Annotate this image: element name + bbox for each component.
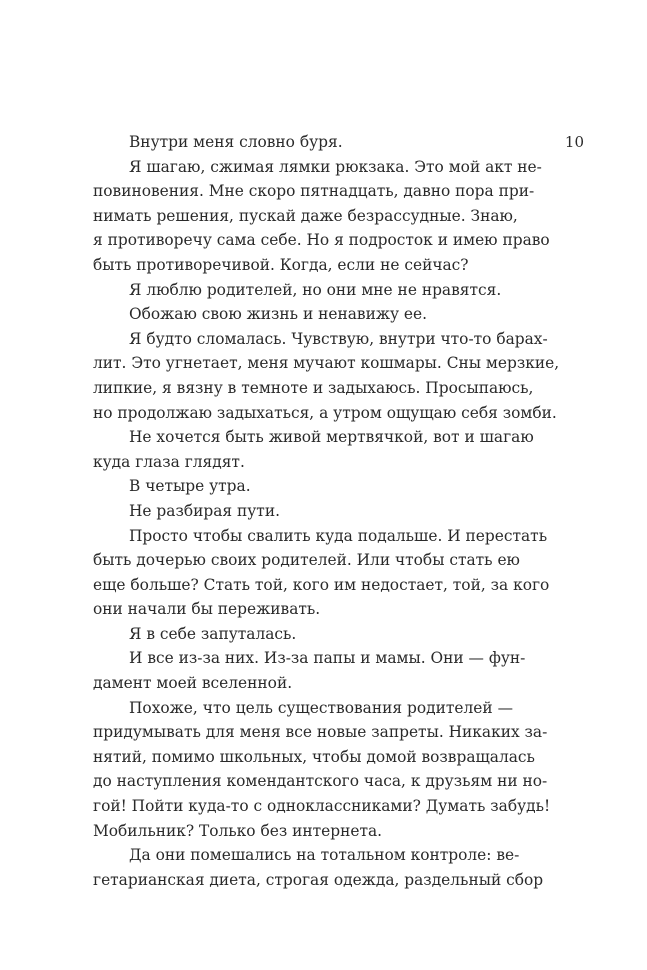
paragraph — [93, 474, 513, 499]
paragraph — [93, 646, 526, 695]
page-number: 10 — [564, 133, 584, 151]
text-line: гетарианская диета, строгая одежда, раздельный сбор — [93, 870, 544, 889]
text-line: до наступления комендантского часа, к друзьям ни но- — [93, 772, 548, 791]
text-line: Не хочется быть живой мертвячкой, вот и шагаю — [129, 428, 534, 447]
text-line: дамент моей вселенной. — [93, 674, 293, 693]
text-line: И все из-за них. Из-за папы и мамы. Они — фун- — [129, 649, 526, 668]
body-text — [93, 130, 560, 892]
text-line: Не разбирая пути. — [129, 501, 280, 520]
text-line: быть дочерью своих родителей. Или чтобы стать ею — [93, 551, 520, 570]
text-line: Внутри меня словно буря. — [129, 133, 343, 151]
text-line: Мобильник? Только без интернета. — [93, 821, 383, 840]
text-line: Похоже, что цель существования родителей — — [129, 698, 513, 717]
text-line: Я люблю родителей, но они мне не нравятся. — [129, 280, 502, 299]
text-line: Обожаю свою жизнь и ненавижу ее. — [129, 305, 428, 324]
text-line: нимать решения, пускай даже безрассудные. Знаю, — [93, 206, 518, 225]
paragraph — [93, 499, 513, 524]
text-line: Я в себе запуталась. — [129, 624, 297, 643]
paragraph — [93, 278, 513, 303]
paragraph — [93, 425, 534, 474]
text-line: но продолжаю задыхаться, а утром ощущаю себя зомби. — [93, 403, 557, 422]
text-line: я противоречу сама себе. Но я подросток и имею право — [93, 231, 550, 250]
paragraph — [93, 843, 544, 892]
text-line: куда глаза глядят. — [93, 452, 245, 471]
paragraph — [93, 155, 550, 278]
paragraph — [93, 327, 560, 425]
text-line: повиновения. Мне скоро пятнадцать, давно пора при- — [93, 182, 535, 201]
text-line: Я будто сломалась. Чувствую, внутри что-то барах- — [129, 329, 548, 348]
text-line: Да они помешались на тотальном контроле: ве- — [129, 846, 520, 865]
text-line: липкие, я вязну в темноте и задыхаюсь. Просыпаюсь, — [93, 378, 534, 397]
text-line: еще больше? Стать той, кого им недостает, той, за кого — [93, 575, 550, 594]
text-line: нятий, помимо школьных, чтобы домой возвращалась — [93, 747, 535, 766]
text-line: В четыре утра. — [129, 477, 251, 496]
text-line: Просто чтобы свалить куда подальше. И перестать — [129, 526, 548, 545]
text-line: лит. Это угнетает, меня мучают кошмары. Сны мерзкие, — [93, 354, 560, 373]
paragraph — [93, 302, 513, 327]
paragraph — [93, 524, 550, 622]
paragraph — [93, 622, 513, 647]
paragraph — [93, 696, 551, 844]
text-line: гой! Пойти куда-то с одноклассниками? Думать забудь! — [93, 797, 551, 816]
text-line: быть противоречивой. Когда, если не сейчас? — [93, 255, 469, 274]
text-line: придумывать для меня все новые запреты. Никаких за- — [93, 723, 548, 742]
paragraph — [93, 130, 513, 155]
text-line: они начали бы переживать. — [93, 600, 321, 619]
text-line: Я шагаю, сжимая лямки рюкзака. Это мой акт не- — [129, 157, 542, 176]
